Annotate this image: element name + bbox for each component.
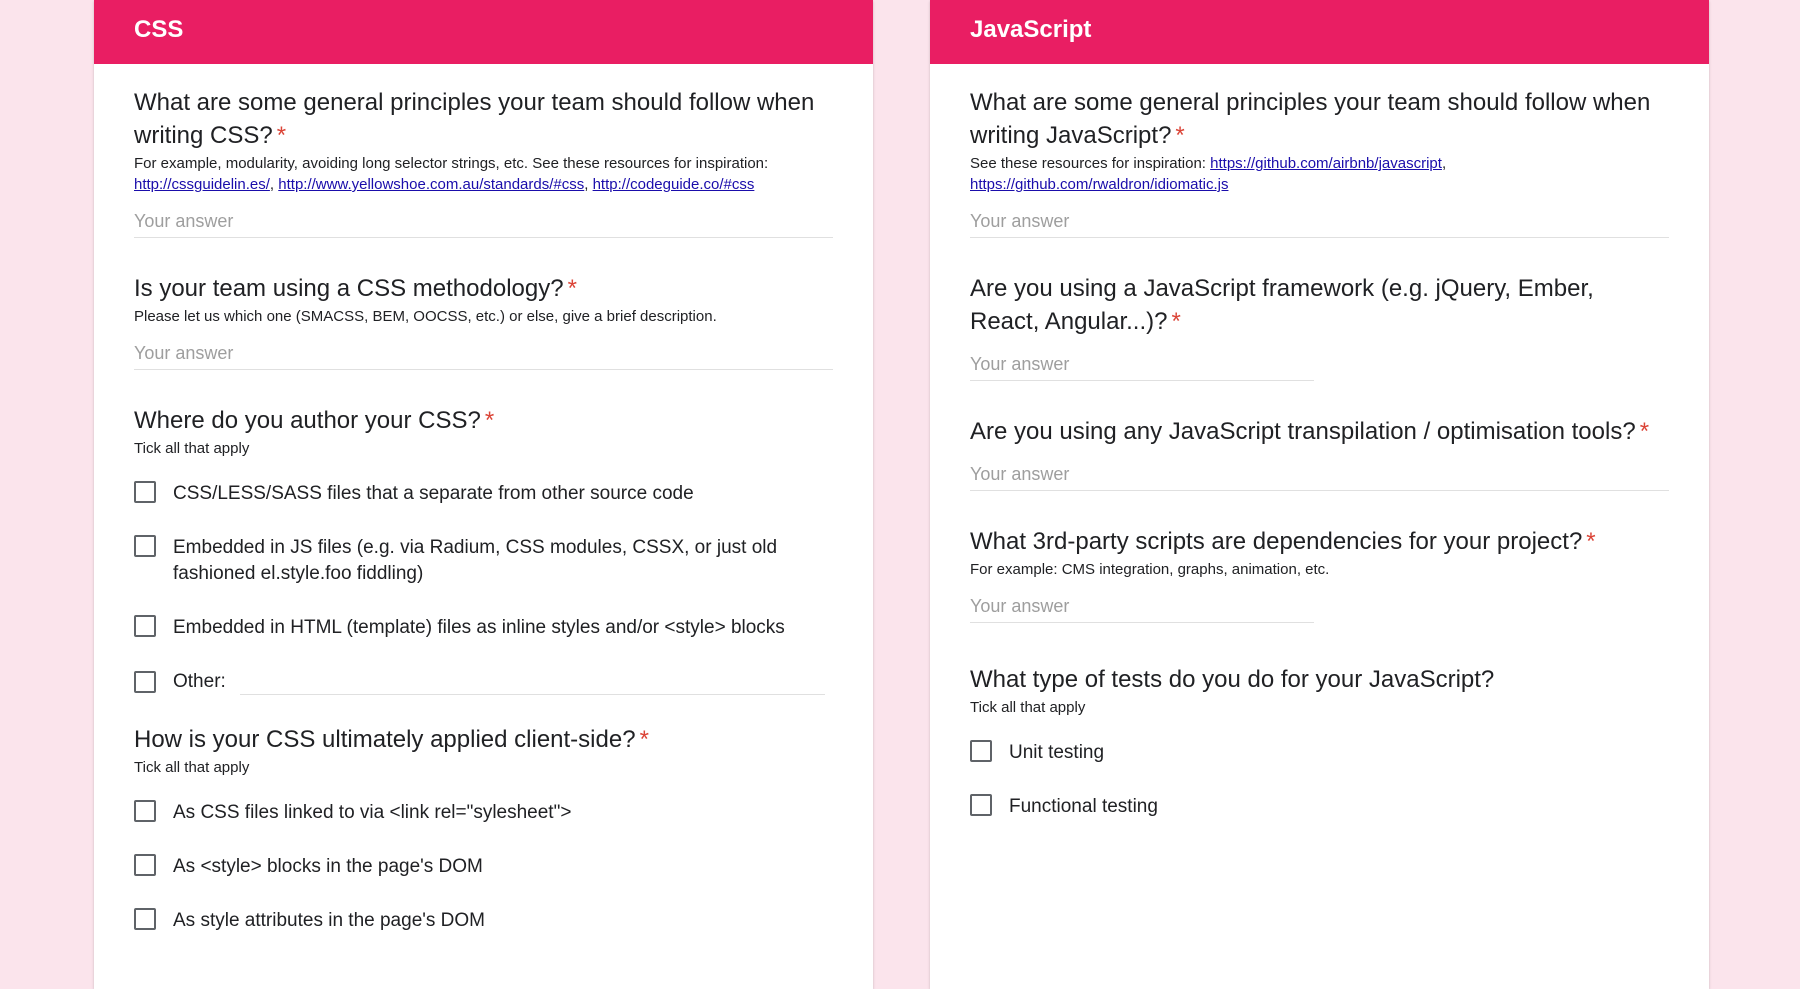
checkbox[interactable]	[134, 854, 156, 876]
checkbox[interactable]	[134, 800, 156, 822]
other-text-input[interactable]	[240, 671, 825, 695]
question-help: Tick all that apply	[970, 699, 1086, 716]
link-cssguidelines[interactable]: http://cssguidelin.es/	[134, 176, 270, 193]
checkbox[interactable]	[970, 794, 992, 816]
link-codeguide[interactable]: http://codeguide.co/#css	[592, 176, 755, 193]
required-asterisk: *	[484, 407, 495, 434]
required-asterisk: *	[1171, 308, 1181, 335]
option-separate-files[interactable]	[134, 481, 833, 507]
option-label: As <style> blocks in the page's DOM	[173, 856, 483, 877]
question-title: Are you using any JavaScript transpilation / optimisation tools?	[970, 418, 1636, 445]
js-third-party-question	[970, 525, 1669, 623]
css-section-card	[94, 0, 873, 989]
option-embedded-html[interactable]	[134, 615, 833, 641]
option-unit-testing[interactable]	[970, 740, 1669, 766]
question-title: What 3rd-party scripts are dependencies for your project?	[970, 528, 1583, 555]
css-methodology-answer-input[interactable]: Your answer	[134, 327, 833, 370]
option-label: Functional testing	[1009, 796, 1158, 817]
javascript-section-header: JavaScript	[930, 0, 1709, 64]
option-label: Embedded in JS files (e.g. via Radium, CSS modules, CSSX, or just old fashioned el.style.foo fiddling)	[173, 537, 778, 584]
link-idiomatic-js[interactable]: https://github.com/rwaldron/idiomatic.js	[970, 176, 1229, 193]
checkbox[interactable]	[134, 535, 156, 557]
option-other[interactable]	[134, 669, 833, 695]
question-title: How is your CSS ultimately applied client-side?	[134, 726, 636, 753]
javascript-section-card	[930, 0, 1709, 989]
option-label: Embedded in HTML (template) files as inline styles and/or <style> blocks	[173, 617, 785, 638]
js-principles-answer-input[interactable]: Your answer	[970, 195, 1669, 238]
css-principles-question	[134, 86, 833, 238]
option-label: Other:	[173, 671, 226, 692]
required-asterisk: *	[567, 275, 577, 302]
js-principles-question	[970, 86, 1669, 238]
option-label: As style attributes in the page's DOM	[173, 910, 485, 931]
option-label: Unit testing	[1009, 742, 1105, 763]
required-asterisk: *	[276, 122, 287, 149]
js-tests-question	[970, 663, 1669, 820]
js-transpilation-answer-input[interactable]: Your answer	[970, 448, 1669, 491]
required-asterisk: *	[1175, 122, 1185, 149]
link-yellowshoe[interactable]: http://www.yellowshoe.com.au/standards/#css	[278, 176, 585, 193]
checkbox[interactable]	[134, 481, 156, 503]
option-linked-files[interactable]	[134, 800, 833, 826]
question-title: What are some general principles your team should follow when writing JavaScript?	[970, 89, 1651, 149]
question-help: For example: CMS integration, graphs, animation, etc.	[970, 561, 1330, 578]
required-asterisk: *	[1586, 528, 1596, 555]
css-methodology-question	[134, 272, 833, 370]
question-help: Tick all that apply	[134, 759, 250, 776]
question-help: Tick all that apply	[134, 440, 250, 457]
option-label: CSS/LESS/SASS files that a separate from other source code	[173, 483, 694, 504]
question-help: See these resources for inspiration: https://github.com/airbnb/javascript, https://github.com/rwaldron/idiomatic.js	[970, 155, 1447, 193]
option-style-attributes[interactable]	[134, 908, 833, 934]
option-functional-testing[interactable]	[970, 794, 1669, 820]
question-help: Please let us which one (SMACSS, BEM, OOCSS, etc.) or else, give a brief description.	[134, 308, 717, 325]
checkbox[interactable]	[970, 740, 992, 762]
question-title: What type of tests do you do for your JavaScript?	[970, 666, 1495, 693]
css-principles-answer-input[interactable]: Your answer	[134, 195, 833, 238]
checkbox[interactable]	[134, 671, 156, 693]
option-label: As CSS files linked to via <link rel="sylesheet">	[173, 802, 572, 823]
js-framework-answer-input[interactable]: Your answer	[970, 338, 1314, 381]
js-third-party-answer-input[interactable]: Your answer	[970, 580, 1314, 623]
checkbox[interactable]	[134, 615, 156, 637]
required-asterisk: *	[1639, 418, 1650, 445]
question-title: What are some general principles your team should follow when writing CSS?	[134, 89, 815, 149]
question-title: Where do you author your CSS?	[134, 407, 481, 434]
css-author-question	[134, 404, 833, 695]
question-title: Are you using a JavaScript framework (e.g. jQuery, Ember, React, Angular...)?	[970, 275, 1594, 335]
checkbox[interactable]	[134, 908, 156, 930]
js-transpilation-question	[970, 415, 1669, 491]
option-embedded-js[interactable]	[134, 535, 833, 587]
css-applied-question	[134, 723, 833, 934]
link-airbnb-javascript[interactable]: https://github.com/airbnb/javascript	[1210, 155, 1442, 172]
question-title: Is your team using a CSS methodology?	[134, 275, 564, 302]
css-section-header: CSS	[94, 0, 873, 64]
question-help: For example, modularity, avoiding long selector strings, etc. See these resources for inspiration: http://cssguidelin.es/, http://www.yellowshoe.com.au/standards/#css, http://codeguide.co/#css	[134, 155, 769, 193]
js-framework-question	[970, 272, 1669, 381]
required-asterisk: *	[639, 726, 649, 753]
option-style-blocks[interactable]	[134, 854, 833, 880]
